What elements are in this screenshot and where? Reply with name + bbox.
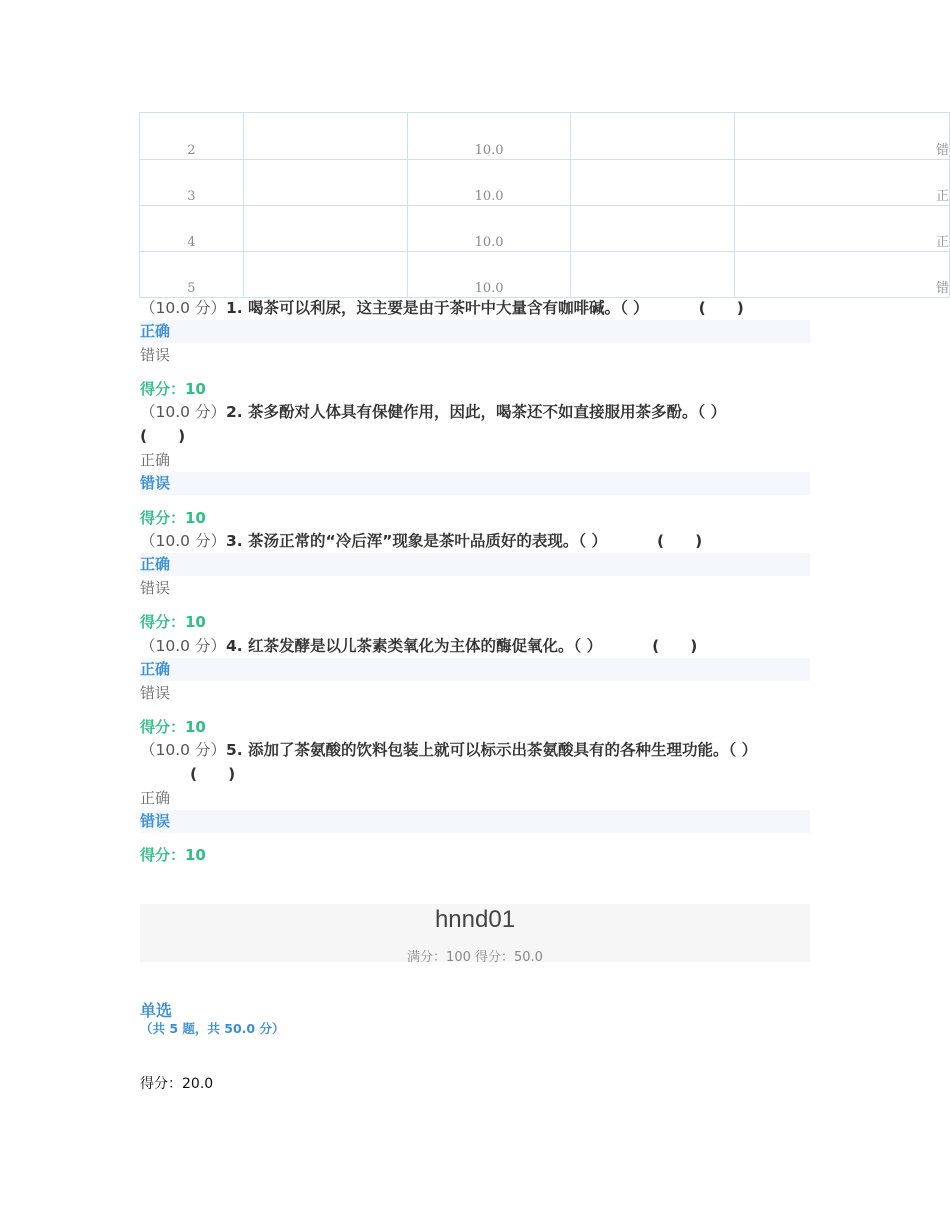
answer-blank: ( ) bbox=[657, 532, 703, 550]
option-false[interactable]: 错误 bbox=[140, 579, 171, 597]
exam-score-meta: 满分：100 得分：50.0 bbox=[407, 950, 543, 965]
question-stem: 2. 茶多酚对人体具有保健作用，因此，喝茶还不如直接服用茶多酚。（ ） bbox=[225, 403, 727, 421]
question-score: 10.0 bbox=[407, 252, 571, 298]
question-score-label: 得分：10 bbox=[140, 718, 206, 736]
section-title: 单选 bbox=[140, 1001, 173, 1020]
question-number: 5 bbox=[140, 252, 244, 298]
section-score: 得分：20.0 bbox=[140, 1076, 214, 1092]
question-points: （10.0 分） bbox=[140, 741, 226, 759]
question-points: （10.0 分） bbox=[140, 403, 226, 421]
option-true[interactable]: 正确 bbox=[140, 320, 810, 343]
question-stem: 1. 喝茶可以利尿，这主要是由于茶叶中大量含有咖啡碱。（ ） bbox=[225, 299, 649, 317]
option-true[interactable]: 正确 bbox=[140, 553, 810, 576]
option-false[interactable]: 错误 bbox=[140, 346, 171, 364]
question-stem: 4. 红茶发酵是以儿茶素类氧化为主体的酶促氧化。（ ） bbox=[225, 637, 603, 655]
option-true[interactable]: 正确 bbox=[140, 451, 171, 469]
question-4 bbox=[140, 634, 820, 658]
question-result: 正 bbox=[735, 206, 950, 252]
score-table bbox=[139, 112, 950, 298]
question-stem: 5. 添加了茶氨酸的饮料包装上就可以标示出茶氨酸具有的各种生理功能。（ ） bbox=[225, 741, 758, 759]
answer-blank: ( ) bbox=[140, 427, 186, 445]
option-false[interactable]: 错误 bbox=[140, 810, 810, 833]
question-result: 错 bbox=[735, 113, 950, 160]
answer-blank: ( ) bbox=[652, 637, 698, 655]
option-false[interactable]: 错误 bbox=[140, 684, 171, 702]
question-score: 10.0 bbox=[407, 113, 571, 160]
question-1 bbox=[140, 296, 820, 320]
option-true[interactable]: 正确 bbox=[140, 789, 171, 807]
question-score: 10.0 bbox=[407, 160, 571, 206]
question-5 bbox=[140, 738, 820, 786]
question-points: （10.0 分） bbox=[140, 637, 226, 655]
question-3 bbox=[140, 529, 820, 553]
question-2 bbox=[140, 400, 820, 448]
question-score-label: 得分：10 bbox=[140, 380, 206, 398]
answer-blank: ( ) bbox=[698, 299, 744, 317]
question-score-label: 得分：10 bbox=[140, 509, 206, 527]
question-result: 正 bbox=[735, 160, 950, 206]
question-points: （10.0 分） bbox=[140, 299, 226, 317]
question-score-label: 得分：10 bbox=[140, 613, 206, 631]
table-row bbox=[140, 113, 950, 160]
table-row bbox=[140, 160, 950, 206]
exam-name: hnnd01 bbox=[434, 906, 516, 933]
section-subtitle: （共 5 题，共 50.0 分） bbox=[140, 1021, 285, 1036]
table-row bbox=[140, 206, 950, 252]
exam-summary bbox=[140, 904, 810, 965]
option-false[interactable]: 错误 bbox=[140, 472, 810, 495]
question-score-label: 得分：10 bbox=[140, 846, 206, 864]
question-number: 4 bbox=[140, 206, 244, 252]
table-row bbox=[140, 252, 950, 298]
answer-blank: ( ) bbox=[190, 765, 236, 783]
question-points: （10.0 分） bbox=[140, 532, 226, 550]
question-score: 10.0 bbox=[407, 206, 571, 252]
question-stem: 3. 茶汤正常的“冷后浑”现象是茶叶品质好的表现。（ ） bbox=[225, 532, 608, 550]
option-true[interactable]: 正确 bbox=[140, 658, 810, 681]
question-number: 2 bbox=[140, 113, 244, 160]
question-result: 错 bbox=[735, 252, 950, 298]
question-number: 3 bbox=[140, 160, 244, 206]
